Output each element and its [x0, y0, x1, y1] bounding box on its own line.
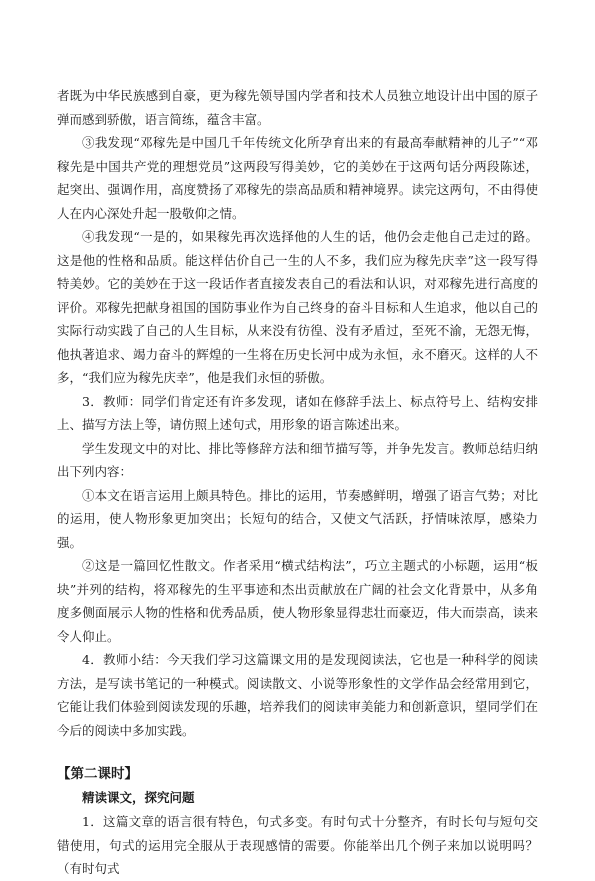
paragraph-continuation: 者既为中华民族感到自豪，更为稼先领导国内学者和技术人员独立地设计出中国的原子弹而感到骄傲，语言简练，蕴含丰富。 [57, 88, 538, 127]
paragraph-summary-1: ①本文在语言运用上颇具特色。排比的运用，节奏感鲜明，增强了语言气势；对比的运用，使人物形象更加突出；长短句的结合，又使文气活跃，抒情味浓厚，感染力强。 [57, 487, 538, 550]
paragraph-discovery-3: ③我发现“邓稼先是中国几千年传统文化所孕育出来的有最高奉献精神的儿子”“邓稼先是中国共产党的理想党员”这两段写得美妙，它的美妙在于这两句话分两段陈述，起突出、强调作用，高度赞扬了邓稼先的崇高品质和精神境界。读完这两句，不由得使人在内心深处升起一股敬仰之情。 [57, 135, 538, 221]
paragraph-student-findings: 学生发现文中的对比、排比等修辞方法和细节描写等，并争先发言。教师总结归纳出下列内容： [57, 440, 538, 479]
paragraph-teacher-summary: 4．教师小结：今天我们学习这篇课文用的是发现阅读法，它也是一种科学的阅读方法，是写读书笔记的一种模式。阅读散文、小说等形象性的文学作品会经常用到它，它能让我们体验到阅读发现的乐趣，培养我们的阅读审美能力和创新意识，望同学们在今后的阅读中多加实践。 [57, 652, 538, 738]
paragraph-summary-2: ②这是一篇回忆性散文。作者采用“横式结构法”，巧立主题式的小标题，运用“板块”并列的结构，将邓稼先的生平事迹和杰出贡献放在广阔的社会文化背景中，从多角度多侧面展示人物的性格和优秀品质，使人物形象显得悲壮而豪迈，伟大而崇高，读来令人仰止。 [57, 558, 538, 644]
paragraph-discovery-4: ④我发现“一是的，如果稼先再次选择他的人生的话，他仍会走他自己走过的路。这是他的性格和品质。能这样估价自己一生的人不多，我们应为稼先庆幸”这一段写得特美妙。它的美妙在于这一段话作者直接发表自己的看法和认识，对邓稼先进行高度的评价。邓稼先把献身祖国的国防事业作为自己终身的奋斗目标和人生追求，他以自己的实际行动实践了自己的人生目标，从来没有彷徨、没有矛盾过，至死不渝，无怨无悔，他执著追求、竭力奋斗的辉煌的一生将在历史长河中成为永恒，永不磨灭。这样的人不多，“我们应为稼先庆幸”，他是我们永恒的骄傲。 [57, 229, 538, 385]
section-title: 【第二课时】 [57, 766, 138, 782]
paragraph-question-1: 1．这篇文章的语言很有特色，句式多变。有时句式十分整齐，有时长句与短句交错使用，句式的运用完全服从于表现感情的需要。你能举出几个例子来加以说明吗？（有时句式 [57, 814, 538, 876]
subheading: 精读课文，探究问题 [82, 790, 195, 805]
document-body [57, 84, 538, 881]
paragraph-teacher-3: 3．教师：同学们肯定还有许多发现，诸如在修辞手法上、标点符号上、结构安排上、描写方法上等，请仿照上述句式，用形象的语言陈述出来。 [57, 393, 538, 432]
